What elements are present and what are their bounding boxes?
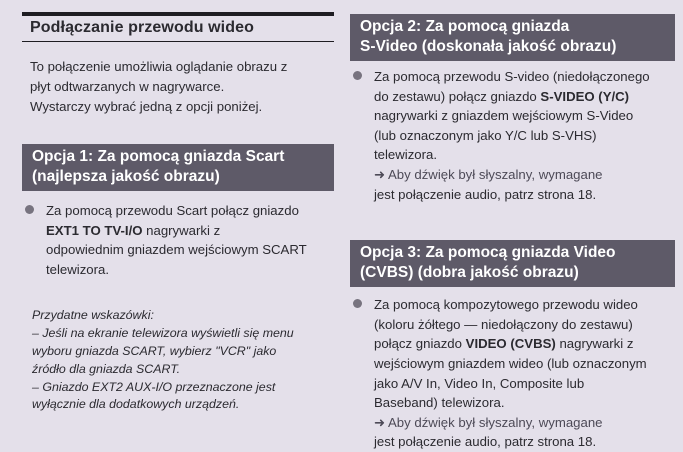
page-title: Podłączanie przewodu wideo [30,19,254,36]
option1-text-line: Za pomocą przewodu Scart połącz gniazdo [46,203,299,218]
tip-line: – Gniazdo EXT2 AUX-I/O przeznaczone jest [32,379,276,394]
option1-title-line: (najlepsza jakość obrazu) [32,168,220,185]
tip-line: wyłącznie dla dodatkowych urządzeń. [32,397,240,412]
option2-text-line: Za pomocą przewodu S-video (niedołączonego [374,69,650,84]
option1-text-line [46,221,334,241]
option3-bullet [350,295,675,452]
option1-banner [22,144,334,191]
tip-line: – Jeśli na ekranie telewizora wyświetli się menu [32,326,294,341]
option3-text-line [374,334,675,354]
connector-ext1-label: EXT1 TO TV-I/O [46,222,143,238]
bullet-icon [353,299,362,308]
bullet-icon [25,205,34,214]
intro-line: płyt odtwarzanych w nagrywarce. [30,79,225,94]
option2-title-line: S-Video (doskonała jakość obrazu) [360,38,617,55]
title-underline [22,41,334,42]
tip-line: źródło dla gniazda SCART. [32,361,181,376]
option2-bullet [350,67,675,204]
option3-title-line: Opcja 3: Za pomocą gniazda Video [360,244,616,262]
option2-audio-note: ➜ Aby dźwięk był słyszalny, wymagane [374,166,603,182]
option2-text-fragment: do zestawu) połącz gniazdo [374,88,541,104]
tips-heading: Przydatne wskazówki: [32,308,154,323]
option2-text-line: nagrywarki z gniazdem wejściowym S-Video [374,108,634,124]
option3-text-line: Baseband) telewizora. [374,395,505,411]
option3-text-line: wejściowym gniazdem wideo (lub oznaczonym [374,355,647,371]
connector-cvbs-label: VIDEO (CVBS) [465,336,556,352]
right-column [350,0,675,452]
option1-text-fragment: nagrywarki z [142,222,221,238]
option2-text-line: telewizora. [374,147,438,163]
tip-line: wyboru gniazda SCART, wybierz "VCR" jako [32,343,277,358]
option3-text-fragment: nagrywarki z [555,336,634,352]
intro-line: To połączenie umożliwia oglądanie obrazu z [30,59,288,74]
option1-bullet [22,201,334,279]
intro-line: Wystarczy wybrać jedną z opcji poniżej. [30,99,263,114]
option2-audio-note: jest połączenie audio, patrz strona 18. [374,186,597,202]
intro-paragraph [30,57,334,117]
option3-text-fragment: połącz gniazdo [374,336,466,352]
option3-audio-note: jest połączenie audio, patrz strona 18. [374,434,597,450]
section-title-block [22,16,334,41]
option1-title-line: Opcja 1: Za pomocą gniazda Scart [32,148,285,165]
option3-title-line: (CVBS) (dobra jakość obrazu) [360,264,579,282]
tips-block [32,307,334,414]
option2-text-line: (lub oznaczonym jako Y/C lub S-VHS) [374,127,597,143]
option3-text-line: jako A/V In, Video In, Composite lub [374,375,585,391]
option3-audio-note: ➜ Aby dźwięk był słyszalny, wymagane [374,414,603,430]
option1-text-line: telewizora. [46,261,110,277]
bullet-icon [353,71,362,80]
option3-banner [350,240,675,287]
option3-text-line: (koloru żółtego — niedołączony do zestawu) [374,316,633,332]
option2-banner [350,14,675,61]
left-column [22,12,334,414]
option2-title-line: Opcja 2: Za pomocą gniazda [360,18,570,35]
option1-text-line: odpowiednim gniazdem wejściowym SCART [46,242,307,258]
connector-svideo-label: S-VIDEO (Y/C) [540,88,630,104]
option3-text-line: Za pomocą kompozytowego przewodu wideo [374,297,638,313]
option2-text-line [374,87,675,107]
